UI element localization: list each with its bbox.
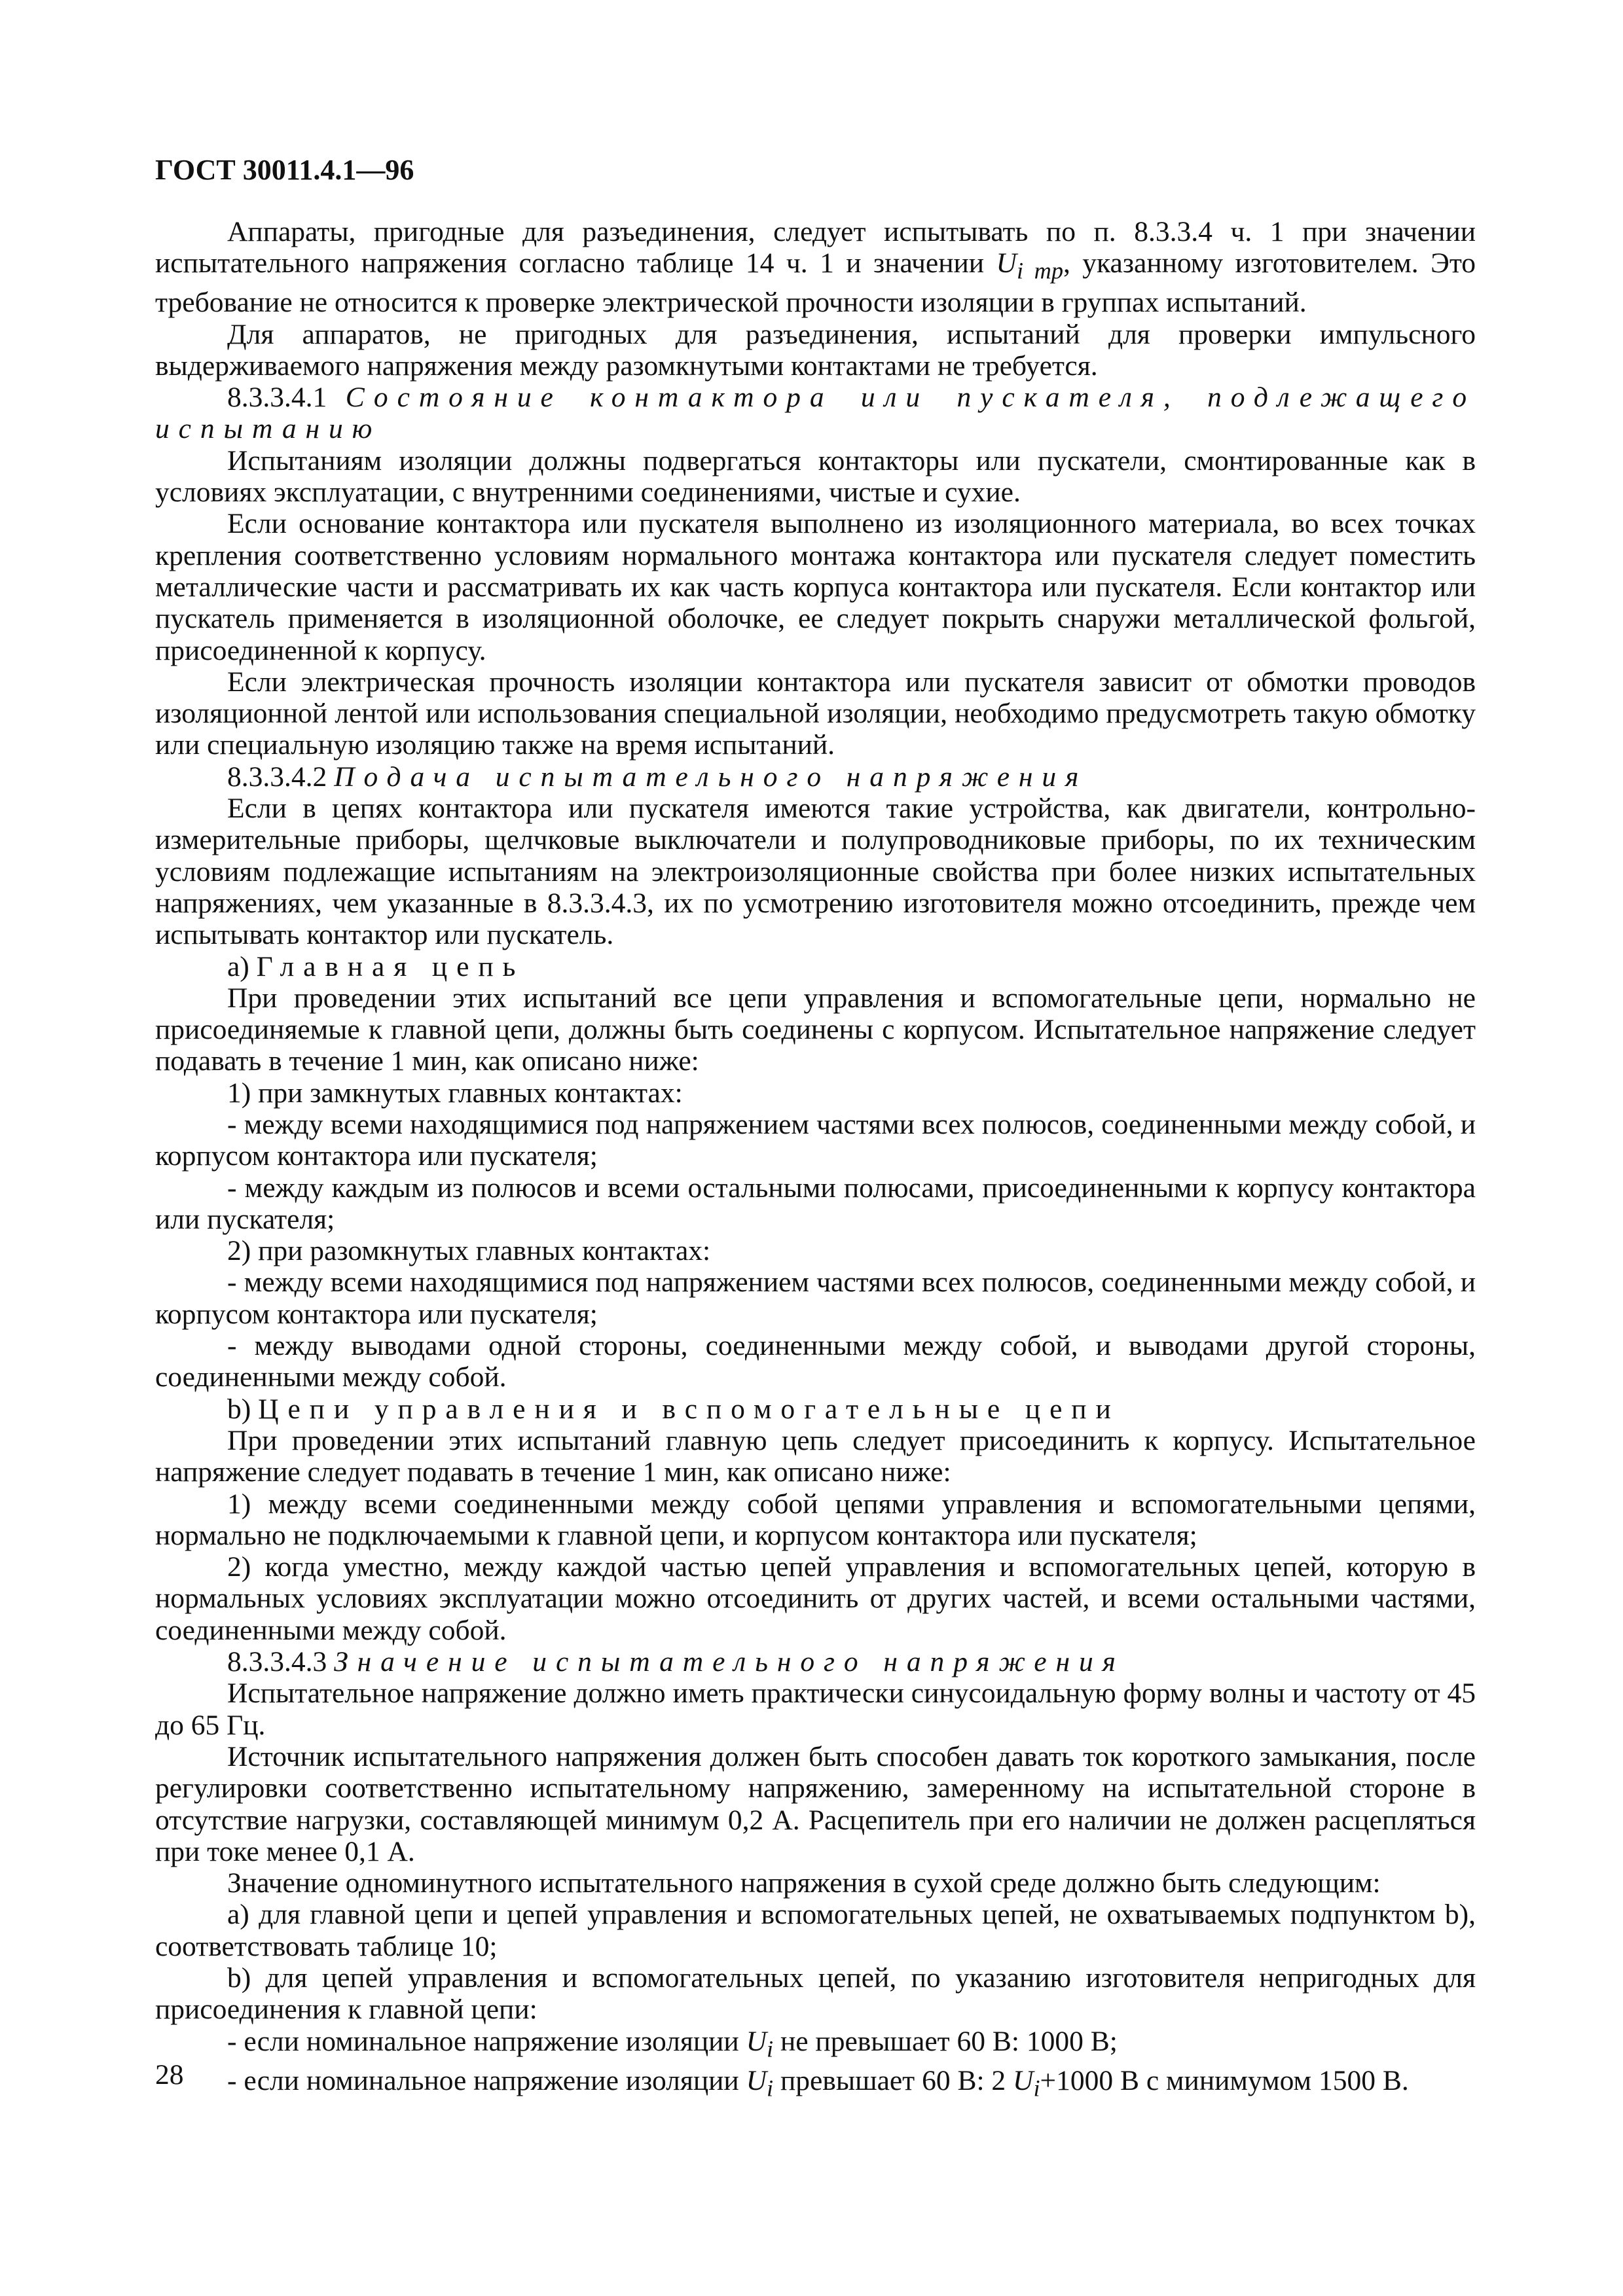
paragraph: Если электрическая прочность изоляции контактора или пускателя зависит от обмотки проводов изоляционной лентой или использования специальной изоляции, необходимо предусмотреть такую обмотку или специальную изоляцию также на время испытаний.: [155, 666, 1476, 761]
paragraph: Испытательное напряжение должно иметь практически синусоидальную форму волны и частоту от 45 до 65 Гц.: [155, 1677, 1476, 1741]
paragraph: При проведении этих испытаний все цепи управления и вспомогательные цепи, нормально не присоединяемые к главной цепи, должны быть соединены с корпусом. Испытательное напряжение следует подавать в течение 1 мин, как описано ниже:: [155, 982, 1476, 1077]
page-number: 28: [155, 2059, 184, 2090]
section-heading: 8.3.3.4.2 Подача испытательного напряжения: [227, 761, 1088, 793]
paragraph: При проведении этих испытаний главную цепь следует присоединить к корпусу. Испытательное напряжение следует подавать в течение 1 мин, как описано ниже:: [155, 1424, 1476, 1488]
list-item: - между всеми находящимися под напряжением частями всех полюсов, соединенными между собой, и корпусом контактора или пускателя;: [155, 1266, 1476, 1330]
section-heading: 8.3.3.4.1 Состояние контактора или пускателя, подлежащего испытанию: [155, 382, 1476, 445]
list-item: 1) при замкнутых главных контактах:: [227, 1077, 683, 1109]
list-item: - между каждым из полюсов и всеми остальными полюсами, присоединенными к корпусу контактора или пускателя;: [155, 1172, 1476, 1235]
paragraph: Значение одноминутного испытательного напряжения в сухой среде должно быть следующим:: [227, 1867, 1381, 1899]
list-item: 2) когда уместно, между каждой частью цепей управления и вспомогательных цепей, которую в нормальных условиях эксплуатации можно отсоединить от других частей, и всеми остальными частями, соединенными между собой.: [155, 1551, 1476, 1646]
paragraph: Аппараты, пригодные для разъединения, следует испытывать по п. 8.3.3.4 ч. 1 при значении испытательного напряжения согласно таблице 14 ч. 1 и значении $U_{i тр}$, указанному изготовителем. Это требование не относится к проверке электрической прочности изоляции в группах испытаний.: [155, 216, 1476, 319]
list-item: - между выводами одной стороны, соединенными между собой, и выводами другой стороны, соединенными между собой.: [155, 1330, 1476, 1393]
subsection-heading: а) Главная цепь: [227, 950, 525, 982]
list-item: - между всеми находящимися под напряжением частями всех полюсов, соединенными между собой, и корпусом контактора или пускателя;: [155, 1109, 1476, 1172]
paragraph: Для аппаратов, не пригодных для разъединения, испытаний для проверки импульсного выдерживаемого напряжения между разомкнутыми контактами не требуется.: [155, 318, 1476, 382]
section-heading: 8.3.3.4.3 Значение испытательного напряжения: [227, 1646, 1125, 1678]
list-item: а) для главной цепи и цепей управления и вспомогательных цепей, не охватываемых подпунктом b), соответствовать таблице 10;: [155, 1899, 1476, 1962]
subscript: i тр: [1016, 257, 1063, 284]
list-item: b) для цепей управления и вспомогательных цепей, по указанию изготовителя непригодных для присоединения к главной цепи:: [155, 1962, 1476, 2026]
list-item: - если номинальное напряжение изоляции $U_i$ превышает 60 В: 2 $U_i+1000$ В с минимумом 1500 В.: [227, 2064, 1409, 2102]
symbol: U: [996, 247, 1017, 279]
paragraph: Источник испытательного напряжения должен быть способен давать ток короткого замыкания, после регулировки соответственно испытательному напряжению, замеренному на испытательной стороне в отсутствие нагрузки, составляющей минимум 0,2 А. Расцепитель при его наличии не должен расцепляться при токе менее 0,1 А.: [155, 1740, 1476, 1867]
paragraph: Испытаниям изоляции должны подвергаться контакторы или пускатели, смонтированные как в условиях эксплуатации, с внутренними соединениями, чистые и сухие.: [155, 444, 1476, 509]
paragraph: Если основание контактора или пускателя выполнено из изоляционного материала, во всех точках крепления соответственно условиям нормального монтажа контактора или пускателя следует поместить металлические части и рассматривать их как часть корпуса контактора или пускателя. Если контактор или пускатель применяется в изоляционной оболочке, ее следует покрыть снаружи металлической фольгой, присоединенной к корпусу.: [155, 508, 1476, 666]
list-item: 1) между всеми соединенными между собой цепями управления и вспомогательными цепями, нормально не подключаемыми к главной цепи, и корпусом контактора или пускателя;: [155, 1488, 1476, 1551]
document-header: ГОСТ 30011.4.1—96: [155, 154, 414, 186]
document-body: [155, 216, 1476, 2104]
paragraph: Если в цепях контактора или пускателя имеются такие устройства, как двигатели, контрольно-измерительные приборы, щелчковые выключатели и полупроводниковые приборы, по их техническим условиям подлежащие испытаниям на электроизоляционные свойства при более низких испытательных напряжениях, чем указанные в 8.3.3.4.3, их по усмотрению изготовителя можно отсоединить, прежде чем испытывать контактор или пускатель.: [155, 793, 1476, 951]
list-item: 2) при разомкнутых главных контактах:: [227, 1235, 711, 1267]
subsection-heading: b) Цепи управления и вспомогательные цепи: [227, 1393, 1120, 1425]
list-item: - если номинальное напряжение изоляции $U_i$ не превышает 60 В: 1000 В;: [227, 2025, 1118, 2062]
